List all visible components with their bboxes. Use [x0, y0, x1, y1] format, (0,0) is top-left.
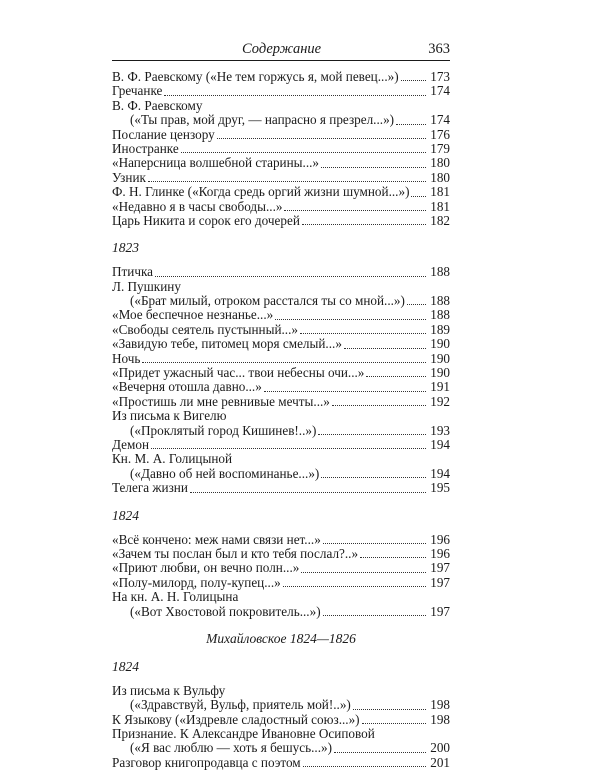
- toc-entry-page: 189: [430, 321, 450, 337]
- toc-entry-title: («Вот Хвостовой покровитель...»): [130, 604, 321, 619]
- toc-entry-title: Л. Пушкину: [112, 278, 181, 294]
- toc-entry-page: 188: [430, 307, 450, 323]
- dot-leader: [155, 275, 426, 277]
- toc-entry-title: В. Ф. Раевскому («Не тем горжусь я, мой певец...»): [112, 70, 399, 84]
- dot-leader: [301, 571, 426, 573]
- dot-leader: [321, 476, 426, 478]
- toc-entry: [112, 561, 450, 575]
- toc-entry-title: Ночь: [112, 351, 141, 366]
- toc-entry-page: 190: [430, 365, 450, 381]
- page-number: 363: [428, 41, 450, 57]
- toc-entry: [112, 481, 450, 495]
- dot-leader: [283, 585, 426, 587]
- toc-entry-title: Телега жизни: [112, 481, 188, 496]
- toc-entry: [112, 200, 450, 214]
- dot-leader: [302, 223, 426, 225]
- toc-entry-title: («Давно об ней воспоминанье...»): [130, 466, 320, 481]
- toc-block-1823: [112, 265, 450, 495]
- year-heading-1824-mikhailovskoe: 1824: [112, 658, 139, 674]
- toc-entry-page: 180: [430, 169, 450, 185]
- dot-leader: [323, 614, 426, 616]
- toc-page: [112, 38, 450, 770]
- toc-entry-title: «Полу-милорд, полу-купец...»: [112, 575, 281, 590]
- toc-entry: [112, 576, 450, 590]
- toc-entry-title: На кн. А. Н. Голицына: [112, 589, 239, 605]
- toc-entry: [112, 99, 450, 113]
- toc-entry: [112, 323, 450, 337]
- toc-entry: [112, 214, 450, 228]
- dot-leader: [407, 303, 426, 305]
- toc-entry: [112, 380, 450, 394]
- toc-entry-title: Из письма к Вульфу: [112, 682, 226, 698]
- toc-entry: [112, 605, 450, 619]
- toc-entry-page: 198: [430, 697, 450, 713]
- toc-entry: [112, 590, 450, 604]
- toc-entry-title: «Недавно я в часы свободы...»: [112, 199, 283, 214]
- section-heading: Михайловское 1824—1826: [206, 630, 356, 646]
- toc-entry: [112, 547, 450, 561]
- dot-leader: [284, 209, 426, 211]
- toc-entry: [112, 156, 450, 170]
- toc-entry-page: 193: [430, 422, 450, 438]
- dot-leader: [366, 375, 426, 377]
- toc-entry-page: 195: [430, 480, 450, 496]
- dot-leader: [300, 332, 426, 334]
- toc-entry-title: Иностранке: [112, 141, 179, 156]
- toc-entry-page: 174: [430, 112, 450, 128]
- toc-entry: [112, 452, 450, 466]
- toc-block-1: [112, 70, 450, 228]
- dot-leader: [190, 491, 426, 493]
- toc-entry-page: 194: [430, 465, 450, 481]
- toc-entry-page: 197: [430, 574, 450, 590]
- toc-entry-title: «Свободы сеятель пустынный...»: [112, 322, 298, 337]
- toc-entry-page: 198: [430, 711, 450, 727]
- toc-entry-title: Демон: [112, 437, 150, 452]
- toc-entry: [112, 467, 450, 481]
- toc-entry-title: Гречанке: [112, 84, 163, 99]
- toc-entry: [112, 727, 450, 741]
- toc-entry: [112, 684, 450, 698]
- toc-entry-title: Узник: [112, 170, 146, 185]
- running-header: [112, 38, 450, 61]
- toc-entry-title: В. Ф. Раевскому: [112, 97, 203, 113]
- dot-leader: [411, 195, 426, 197]
- toc-entry-title: Разговор книгопродавца с поэтом: [112, 755, 301, 770]
- toc-entry-title: («Ты прав, мой друг, — напрасно я презрел...»): [130, 113, 395, 128]
- toc-entry-page: 182: [430, 212, 450, 228]
- toc-entry-page: 200: [430, 740, 450, 756]
- dot-leader: [321, 166, 426, 168]
- toc-entry-title: «Наперсница волшебной старины...»: [112, 156, 320, 171]
- toc-entry: [112, 438, 450, 452]
- dot-leader: [362, 722, 426, 724]
- toc-entry: [112, 424, 450, 438]
- toc-entry: [112, 308, 450, 322]
- toc-entry: [112, 409, 450, 423]
- toc-entry-page: 191: [430, 379, 450, 395]
- dot-leader: [181, 151, 426, 153]
- dot-leader: [396, 123, 426, 125]
- toc-entry: [112, 185, 450, 199]
- toc-block-1824: [112, 533, 450, 619]
- dot-leader: [332, 404, 426, 406]
- toc-entry-title: («Брат милый, отроком расстался ты со мной...»): [130, 294, 405, 309]
- toc-entry: [112, 171, 450, 185]
- toc-entry: [112, 698, 450, 712]
- toc-entry: [112, 70, 450, 84]
- toc-entry: [112, 142, 450, 156]
- toc-entry: [112, 713, 450, 727]
- toc-entry-title: («Я вас люблю — хоть я бешусь...»): [130, 741, 332, 756]
- toc-entry-page: 179: [430, 140, 450, 156]
- toc-entry: [112, 128, 450, 142]
- toc-block-mikhailovskoe: [112, 684, 450, 770]
- toc-entry-title: К Языкову («Издревле сладостный союз...»): [112, 712, 360, 727]
- toc-entry-title: («Проклятый город Кишинев!..»): [130, 423, 317, 438]
- toc-entry-title: Из письма к Вигелю: [112, 408, 227, 424]
- dot-leader: [323, 542, 426, 544]
- toc-entry: [112, 533, 450, 547]
- dot-leader: [318, 433, 426, 435]
- toc-entry-title: «Завидую тебе, питомец моря смелый...»: [112, 337, 342, 352]
- toc-entry-page: 188: [430, 264, 450, 280]
- toc-entry: [112, 366, 450, 380]
- toc-entry-title: Кн. М. А. Голицыной: [112, 451, 233, 467]
- dot-leader: [334, 751, 426, 753]
- dot-leader: [148, 180, 426, 182]
- toc-entry-page: 173: [430, 69, 450, 84]
- dot-leader: [303, 765, 426, 767]
- toc-entry-title: «Простишь ли мне ревнивые мечты...»: [112, 394, 330, 409]
- toc-entry-page: 181: [430, 184, 450, 200]
- toc-entry: [112, 265, 450, 279]
- toc-entry-page: 181: [430, 198, 450, 214]
- toc-entry-title: Послание цензору: [112, 127, 215, 142]
- toc-entry-page: 192: [430, 393, 450, 409]
- dot-leader: [275, 318, 426, 320]
- toc-entry-title: Царь Никита и сорок его дочерей: [112, 213, 300, 228]
- toc-entry-page: 180: [430, 155, 450, 171]
- toc-entry-page: 201: [430, 754, 450, 770]
- dot-leader: [142, 361, 426, 363]
- toc-entry-page: 176: [430, 126, 450, 142]
- toc-entry-page: 197: [430, 603, 450, 619]
- dot-leader: [353, 708, 426, 710]
- toc-entry-page: 174: [430, 83, 450, 99]
- dot-leader: [344, 347, 426, 349]
- toc-entry: [112, 352, 450, 366]
- toc-entry-title: «Вечерня отошла давно...»: [112, 380, 262, 395]
- year-heading-1824: 1824: [112, 507, 139, 523]
- running-title: Содержание: [242, 41, 322, 57]
- toc-entry-title: «Придет ужасный час... твои небесны очи...»: [112, 366, 365, 381]
- toc-entry-page: 188: [430, 293, 450, 309]
- dot-leader: [401, 79, 426, 81]
- dot-leader: [264, 390, 426, 392]
- toc-entry-title: Признание. К Александре Ивановне Осиповой: [112, 726, 375, 742]
- dot-leader: [360, 556, 426, 558]
- toc-entry: [112, 337, 450, 351]
- toc-entry-title: Птичка: [112, 265, 154, 280]
- dot-leader: [217, 137, 426, 139]
- toc-entry-page: 196: [430, 531, 450, 547]
- toc-entry: [112, 756, 450, 770]
- dot-leader: [151, 447, 426, 449]
- toc-entry-title: «Зачем ты послан был и кто тебя послал?..»: [112, 546, 359, 561]
- toc-entry: [112, 84, 450, 98]
- toc-entry: [112, 395, 450, 409]
- toc-entry-page: 190: [430, 350, 450, 366]
- toc-entry-title: «Мое беспечное незнанье...»: [112, 308, 274, 323]
- toc-entry: [112, 294, 450, 308]
- toc-entry-page: 190: [430, 336, 450, 352]
- toc-entry-title: Ф. Н. Глинке («Когда средь оргий жизни шумной...»): [112, 185, 410, 200]
- toc-entry-title: «Всё кончено: меж нами связи нет...»: [112, 532, 321, 547]
- year-heading-1823: 1823: [112, 240, 139, 256]
- toc-entry: [112, 280, 450, 294]
- toc-entry: [112, 113, 450, 127]
- toc-entry-page: 194: [430, 436, 450, 452]
- dot-leader: [164, 94, 426, 96]
- toc-entry: [112, 741, 450, 755]
- toc-entry-title: «Приют любви, он вечно полн...»: [112, 561, 300, 576]
- toc-entry-page: 196: [430, 545, 450, 561]
- toc-entry-page: 197: [430, 560, 450, 576]
- toc-entry-title: («Здравствуй, Вульф, приятель мой!..»): [130, 698, 351, 713]
